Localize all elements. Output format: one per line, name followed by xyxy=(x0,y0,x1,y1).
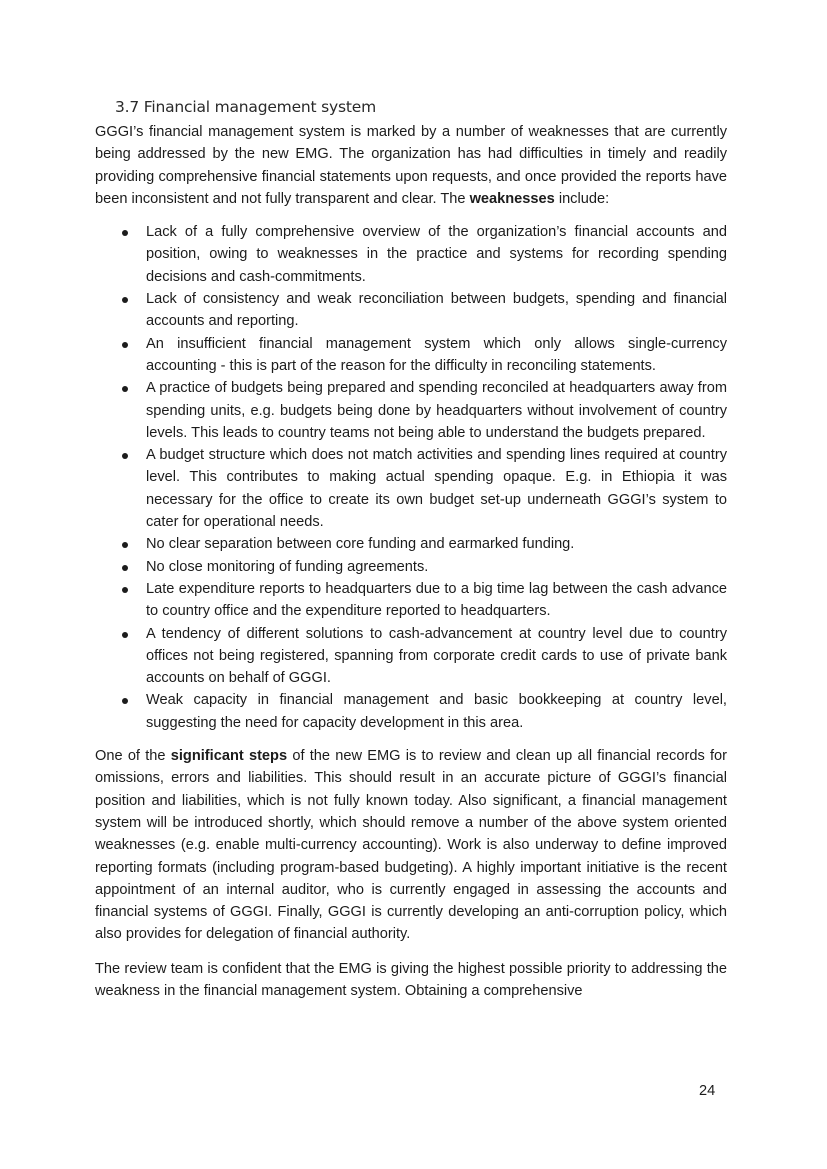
list-item xyxy=(95,377,727,444)
bullet-icon xyxy=(122,453,128,459)
list-item xyxy=(95,288,727,333)
list-item-text: A tendency of different solutions to cash-advancement at country level due to country offices not being registered, spanning from corporate credit cards to use of private bank accounts on behalf of GGGI. xyxy=(146,625,727,687)
intro-bold-term: weaknesses xyxy=(469,190,555,207)
page-number: 24 xyxy=(699,1083,716,1099)
bullet-icon xyxy=(122,565,128,571)
bullet-icon xyxy=(122,542,128,548)
list-item xyxy=(95,221,727,288)
list-item-text: Weak capacity in financial management and basic bookkeeping at country level, suggesting the need for capacity development in this area. xyxy=(146,692,727,731)
bullet-icon xyxy=(122,587,128,593)
list-item xyxy=(95,556,727,578)
section-heading: 3.7 Financial management system xyxy=(115,98,376,116)
bullet-icon xyxy=(122,632,128,638)
list-item xyxy=(95,623,727,690)
bullet-icon xyxy=(122,297,128,303)
bullet-icon xyxy=(122,342,128,348)
document-page xyxy=(95,97,727,1002)
list-item xyxy=(95,444,727,533)
list-item-text: Lack of consistency and weak reconciliation between budgets, spending and financial accounts and reporting. xyxy=(146,291,727,330)
list-item xyxy=(95,689,727,734)
list-item-text: A budget structure which does not match activities and spending lines required at country level. This contributes to making actual spending opaque. E.g. in Ethiopia it was necessary for the office to create its own budget set-up underneath GGGI’s system to cater for operational needs. xyxy=(146,447,727,531)
steps-text-start: One of the xyxy=(95,748,171,765)
review-paragraph: The review team is confident that the EMG is giving the highest possible priority to addressing the weakness in the financial management system. Obtaining a comprehensive xyxy=(95,960,727,999)
list-item-text: No clear separation between core funding and earmarked funding. xyxy=(146,536,575,553)
list-item-text: A practice of budgets being prepared and spending reconciled at headquarters away from spending units, e.g. budgets being done by headquarters without involvement of country levels. This leads to country teams not being able to understand the budgets prepared. xyxy=(146,380,727,441)
list-item-text: An insufficient financial management system which only allows single-currency accounting - this is part of the reason for the difficulty in reconciling statements. xyxy=(146,335,727,374)
list-item-text: No close monitoring of funding agreements. xyxy=(146,558,429,575)
list-item xyxy=(95,578,727,623)
list-item-text: Late expenditure reports to headquarters due to a big time lag between the cash advance to country office and the expenditure reported to headquarters. xyxy=(146,580,727,620)
list-item-text: Lack of a fully comprehensive overview of the organization’s financial accounts and position, owing to weaknesses in the practice and systems for recording spending decisions and cash-commitments. xyxy=(146,224,727,285)
bullet-icon xyxy=(122,230,128,236)
steps-paragraph xyxy=(95,745,727,946)
intro-text-end: include: xyxy=(554,190,610,207)
list-item xyxy=(95,333,727,378)
list-item xyxy=(95,533,727,555)
intro-text-start: GGGI’s financial management system is marked by a number of weaknesses that are currently being addressed by the new EMG. The organization has had difficulties in timely and readily providing comprehensive financial statements upon requests, and once provided the reports have been inconsistent and not fully transparent and clear. The xyxy=(95,124,727,207)
steps-bold-term: significant steps xyxy=(170,748,288,765)
weakness-list xyxy=(95,221,727,734)
intro-paragraph xyxy=(95,121,727,210)
bullet-icon xyxy=(122,698,128,704)
steps-text-end: of the new EMG is to review and clean up all financial records for omissions, errors and liabilities. This should result in an accurate picture of GGGI’s financial position and liabilities, which is not fully known today. Also significant, a financial management system will be introduced shortly, which should remove a number of the above system oriented weaknesses (e.g. enable multi-currency accounting). Work is also underway to define improved reporting formats (including program-based budgeting). A highly important initiative is the recent appointment of an internal auditor, who is currently engaged in assessing the accounts and financial systems of GGGI. Finally, GGGI is currently developing an anti-corruption policy, which also provides for delegation of financial authority. xyxy=(95,748,727,943)
bullet-icon xyxy=(122,386,128,392)
